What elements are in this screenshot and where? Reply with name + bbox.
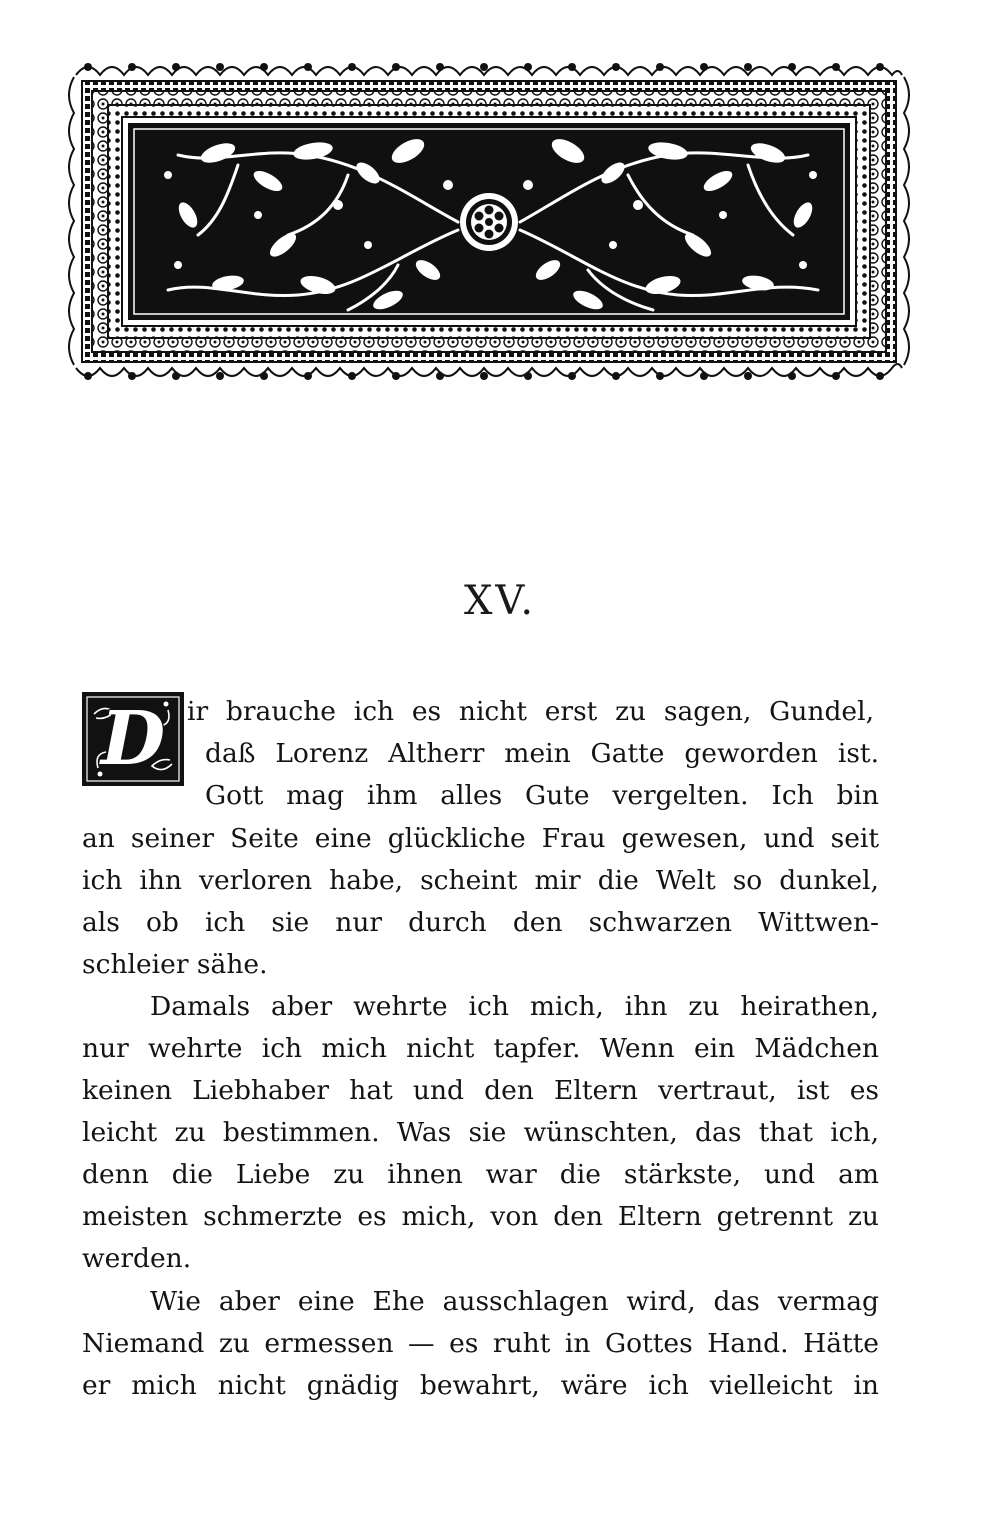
text-line: an seiner Seite eine glückliche Frau gewesen, und seit	[82, 823, 879, 854]
text-line: als ob ich sie nur durch den schwarzen Wittwen-	[82, 907, 879, 938]
text-line: er mich nicht gnädig bewahrt, wäre ich vielleicht in	[82, 1370, 879, 1401]
text-line: schleier sähe.	[82, 949, 268, 980]
text-line: leicht zu bestimmen. Was sie wünschten, das that ich,	[82, 1117, 879, 1148]
header-ornament	[68, 55, 910, 388]
text-line: Damals aber wehrte ich mich, ihn zu heirathen,	[150, 991, 879, 1022]
drop-cap	[82, 692, 184, 786]
text-line: Wie aber eine Ehe ausschlagen wird, das vermag	[150, 1286, 879, 1317]
text-line: nur wehrte ich mich nicht tapfer. Wenn ein Mädchen	[82, 1033, 879, 1064]
text-line: ich ihn verloren habe, scheint mir die Welt so dunkel,	[82, 865, 879, 896]
text-line: keinen Liebhaber hat und den Eltern vertraut, ist es	[82, 1075, 879, 1106]
text-line: denn die Liebe zu ihnen war die stärkste, und am	[82, 1159, 879, 1190]
chapter-number: XV.	[463, 578, 537, 624]
ornament-graphic	[68, 55, 910, 388]
text-line: meisten schmerzte es mich, von den Eltern getrennt zu	[82, 1201, 879, 1232]
text-line: Niemand zu ermessen — es ruht in Gottes Hand. Hätte	[82, 1328, 879, 1359]
text-line: ir brauche ich es nicht erst zu sagen, Gundel,	[187, 696, 874, 727]
text-line: werden.	[82, 1243, 192, 1274]
text-line: Gott mag ihm alles Gute vergelten. Ich bin	[205, 780, 879, 811]
drop-cap-letter: D	[100, 696, 166, 782]
text-line: daß Lorenz Altherr mein Gatte geworden ist.	[205, 738, 879, 769]
